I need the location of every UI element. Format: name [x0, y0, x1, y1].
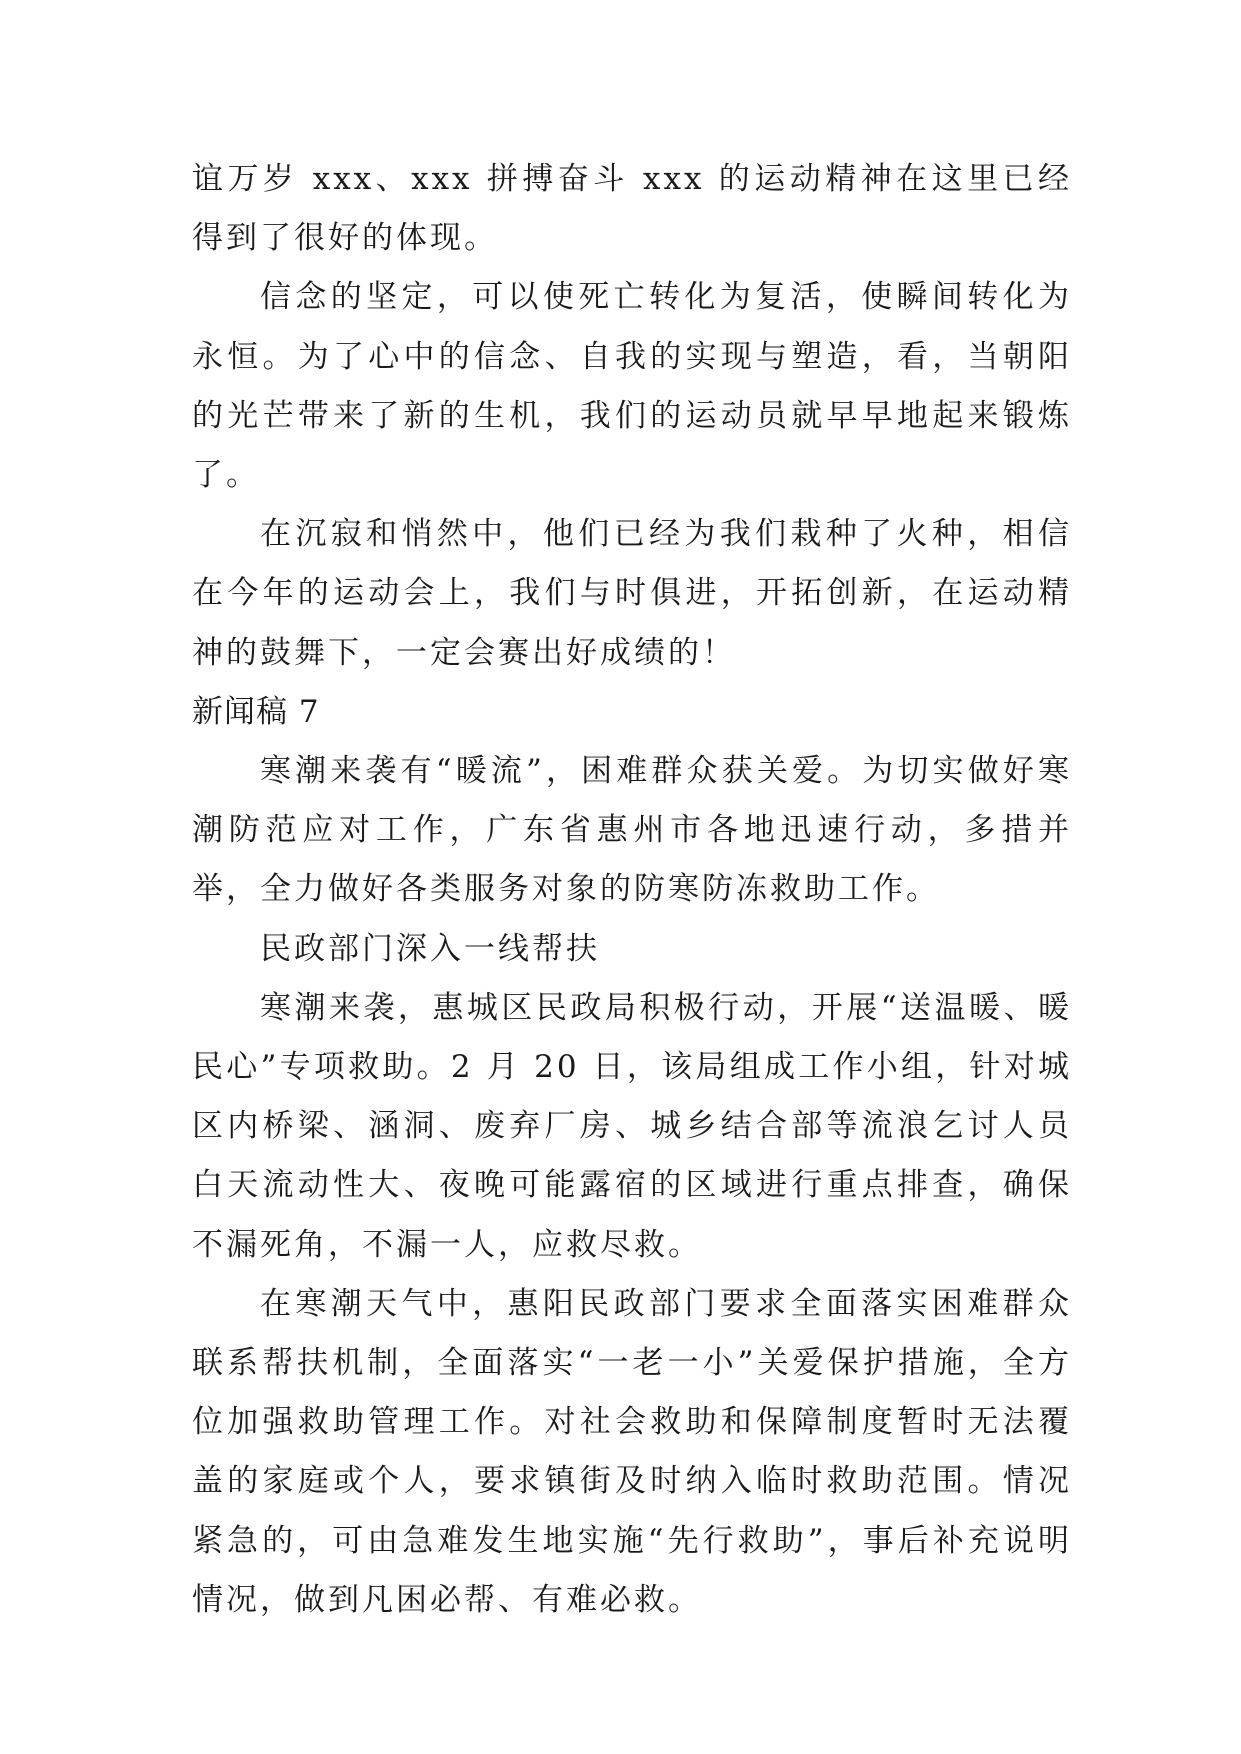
- section-title-news-7: 新闻稿 7: [192, 693, 320, 730]
- paragraph-belief: 信念的坚定，可以使死亡转化为复活，使瞬间转化为永恒。为了心中的信念、自我的实现与塑造，看，当朝阳的光芒带来了新的生机，我们的运动员就早早地起来锻炼了。: [192, 279, 1072, 494]
- paragraph-cold-wave-intro: 寒潮来袭有“暖流”，困难群众获关爱。为切实做好寒潮防范应对工作，广东省惠州市各地迅速行动，多措并举，全力做好各类服务对象的防寒防冻救助工作。: [192, 753, 1072, 908]
- paragraph-huiyang: 在寒潮天气中，惠阳民政部门要求全面落实困难群众联系帮扶机制，全面落实“一老一小”关爱保护措施，全方位加强救助管理工作。对社会救助和保障制度暂时无法覆盖的家庭或个人，要求镇街及时纳入临时救助范围。情况紧急的，可由急难发生地实施“先行救助”，事后补充说明情况，做到凡困必帮、有难必救。: [192, 1285, 1072, 1618]
- document-body: [192, 150, 1072, 1630]
- subheading-civil-affairs: 民政部门深入一线帮扶: [260, 930, 600, 967]
- paragraph-fire-seeds: 在沉寂和悄然中，他们已经为我们栽种了火种，相信在今年的运动会上，我们与时俱进，开拓创新，在运动精神的鼓舞下，一定会赛出好成绩的！: [192, 516, 1072, 671]
- paragraph-huicheng: 寒潮来袭，惠城区民政局积极行动，开展“送温暖、暖民心”专项救助。2 月 20 日，该局组成工作小组，针对城区内桥梁、涵洞、废弃厂房、城乡结合部等流浪乞讨人员白天流动性大、夜晚可能露宿的区域进行重点排查，确保不漏死角，不漏一人，应救尽救。: [192, 989, 1072, 1263]
- paragraph-continuation: 谊万岁 xxx、xxx 拼搏奋斗 xxx 的运动精神在这里已经得到了很好的体现。: [192, 161, 1072, 257]
